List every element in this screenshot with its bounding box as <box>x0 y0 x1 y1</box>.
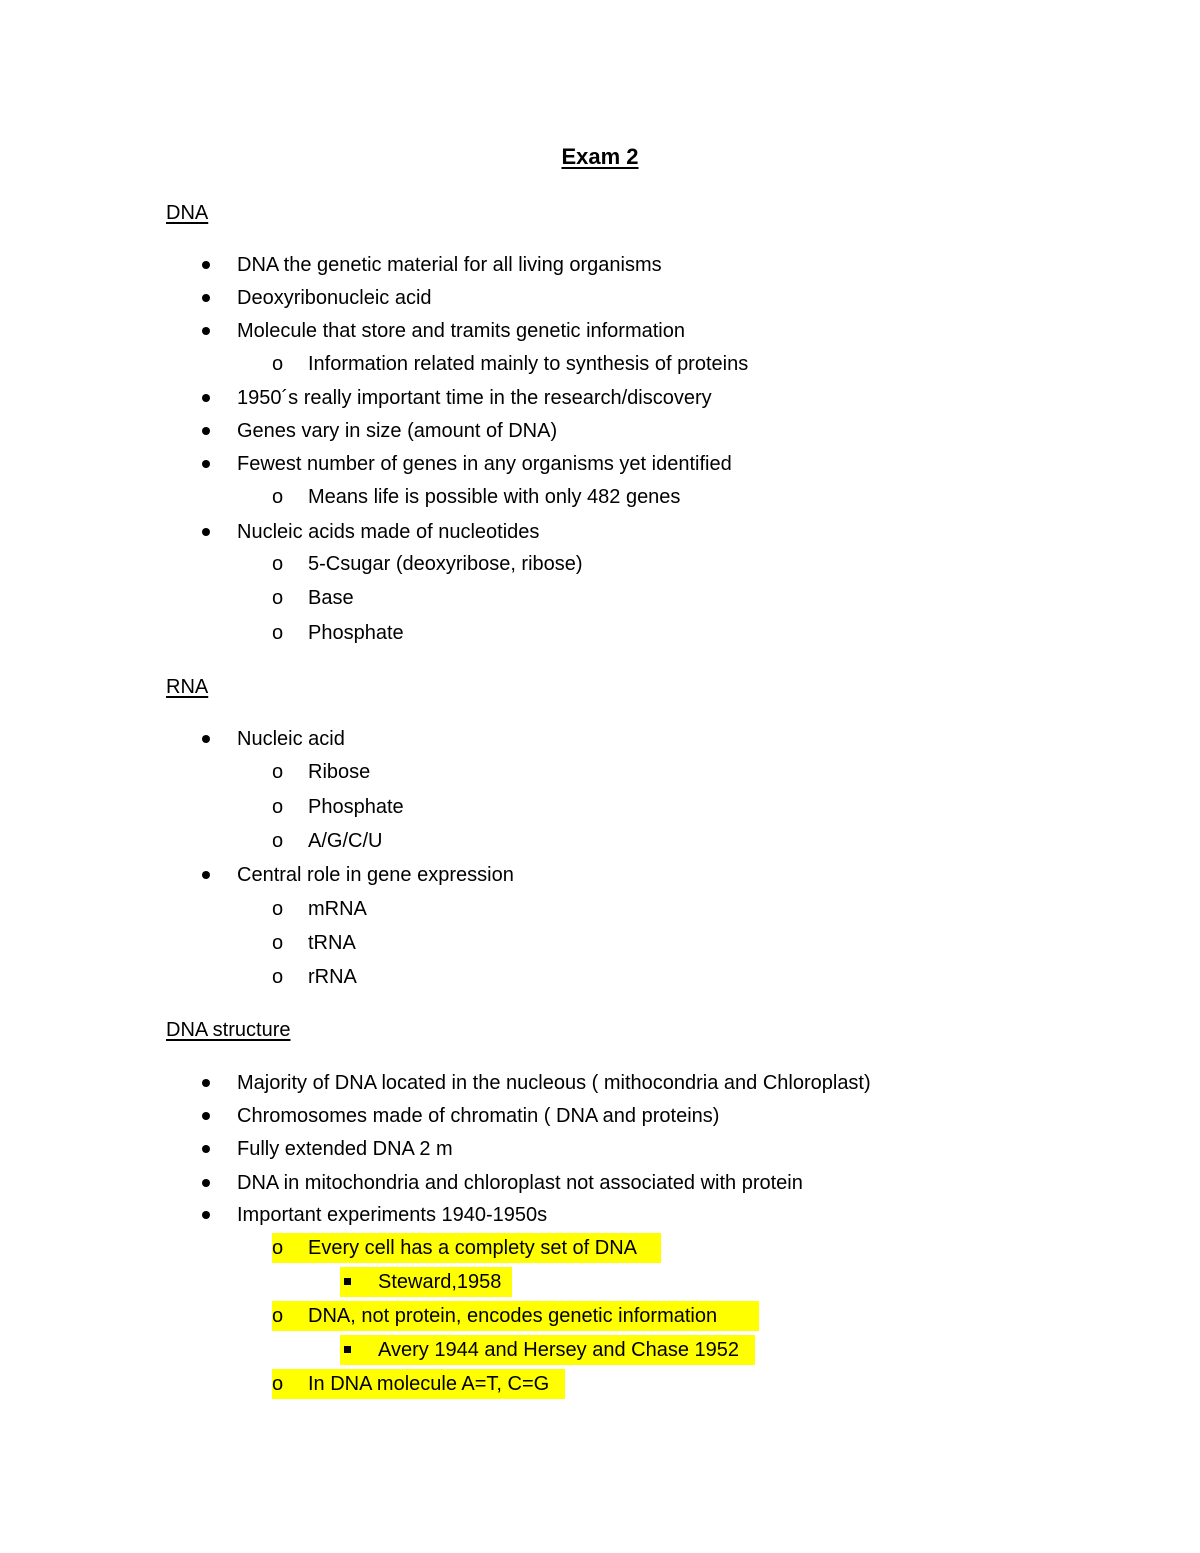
circle-bullet-icon: o <box>272 761 284 783</box>
circle-bullet-icon: o <box>272 898 284 920</box>
list-item-text: Important experiments 1940-1950s <box>237 1204 548 1226</box>
list-item-text: Deoxyribonucleic acid <box>237 287 432 309</box>
square-bullet-icon <box>340 1335 356 1365</box>
list-item-text: Nucleic acids made of nucleotides <box>237 521 540 543</box>
circle-bullet-icon: o <box>272 486 284 508</box>
list-item-text: Information related mainly to synthesis of proteins <box>308 353 749 375</box>
bullet-icon <box>198 1068 214 1098</box>
bullet-icon <box>198 316 214 346</box>
bullet-icon <box>198 1134 214 1164</box>
circle-bullet-icon: o <box>272 932 284 954</box>
circle-bullet-icon: o <box>272 353 284 375</box>
section-heading-dna: DNA <box>166 202 209 224</box>
circle-bullet-icon: o <box>272 1373 284 1395</box>
list-item-text: Majority of DNA located in the nucleous ( mithocondria and Chloroplast) <box>237 1072 871 1094</box>
list-item-text: Chromosomes made of chromatin ( DNA and proteins) <box>237 1105 720 1127</box>
square-bullet-icon <box>340 1267 356 1297</box>
list-item-text: DNA, not protein, encodes genetic information <box>308 1305 718 1327</box>
list-item-text: DNA the genetic material for all living organisms <box>237 254 662 276</box>
bullet-icon <box>198 517 214 547</box>
section-heading-dna-structure: DNA structure <box>166 1019 291 1041</box>
list-item-text: 5-Csugar (deoxyribose, ribose) <box>308 553 583 575</box>
list-item-text: Molecule that store and tramits genetic information <box>237 320 685 342</box>
list-item-text: tRNA <box>308 932 356 954</box>
list-item-text: Every cell has a complety set of DNA <box>308 1237 638 1259</box>
list-item-text: Avery 1944 and Hersey and Chase 1952 <box>378 1339 739 1361</box>
bullet-icon <box>198 383 214 413</box>
section-heading-rna: RNA <box>166 676 209 698</box>
list-item-text: Base <box>308 587 354 609</box>
list-item-text: Ribose <box>308 761 371 783</box>
circle-bullet-icon: o <box>272 587 284 609</box>
page-title <box>0 142 1200 172</box>
page-title-text: Exam 2 <box>561 144 639 169</box>
circle-bullet-icon: o <box>272 1305 284 1327</box>
list-item-text: Nucleic acid <box>237 728 345 750</box>
bullet-icon <box>198 860 214 890</box>
list-item-text: Steward,1958 <box>378 1271 502 1293</box>
list-item-text: A/G/C/U <box>308 830 383 852</box>
bullet-icon <box>198 283 214 313</box>
circle-bullet-icon: o <box>272 966 284 988</box>
list-item-text: DNA in mitochondria and chloroplast not associated with protein <box>237 1172 803 1194</box>
bullet-icon <box>198 250 214 280</box>
list-item-text: rRNA <box>308 966 357 988</box>
list-item-text: mRNA <box>308 898 367 920</box>
circle-bullet-icon: o <box>272 830 284 852</box>
bullet-icon <box>198 449 214 479</box>
list-item-text: Means life is possible with only 482 genes <box>308 486 681 508</box>
list-item-text: Phosphate <box>308 622 404 644</box>
list-item-text: Phosphate <box>308 796 404 818</box>
circle-bullet-icon: o <box>272 796 284 818</box>
circle-bullet-icon: o <box>272 553 284 575</box>
list-item-text: Central role in gene expression <box>237 864 514 886</box>
list-item-text: In DNA molecule A=T, C=G <box>308 1373 550 1395</box>
list-item-text: Fully extended DNA 2 m <box>237 1138 453 1160</box>
bullet-icon <box>198 724 214 754</box>
bullet-icon <box>198 1168 214 1198</box>
bullet-icon <box>198 416 214 446</box>
bullet-icon <box>198 1200 214 1230</box>
circle-bullet-icon: o <box>272 1237 284 1259</box>
list-item-text: Fewest number of genes in any organisms yet identified <box>237 453 732 475</box>
bullet-icon <box>198 1101 214 1131</box>
circle-bullet-icon: o <box>272 622 284 644</box>
list-item-text: 1950´s really important time in the research/discovery <box>237 387 712 409</box>
list-item-text: Genes vary in size (amount of DNA) <box>237 420 558 442</box>
